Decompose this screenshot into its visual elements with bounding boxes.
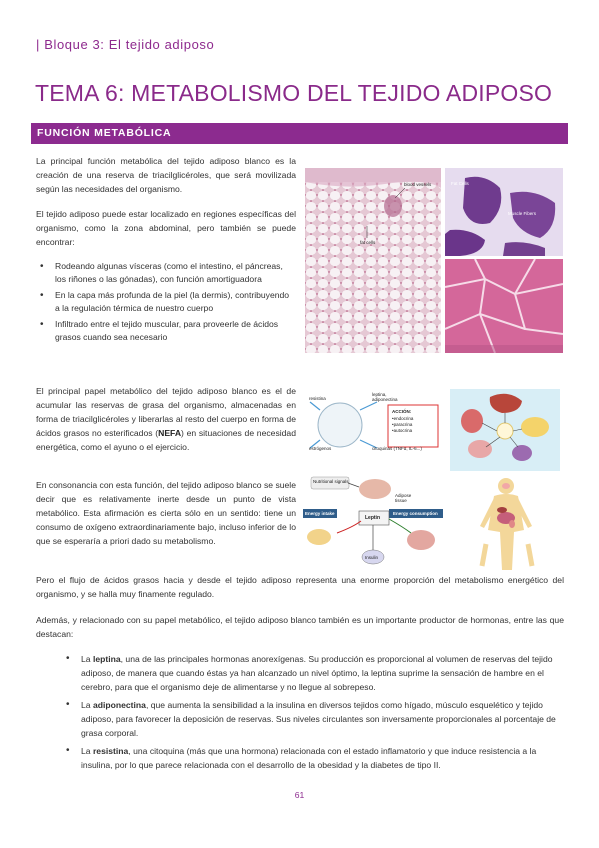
location-list (36, 260, 294, 347)
paragraph-inert: En consonancia con esta función, del tejido adiposo blanco se suele decir que es relativamente inerte desde un punto de vista metabólico. Esta afirmación es cierta sólo en un sentido: tiene un consumo de oxígeno extraordinariamente bajo, incluso inferior de lo que se esperaría a priori dado su metabolismo. (36, 480, 296, 546)
location-item-viscera: • Rodeando algunas vísceras (como el intestino, el páncreas, los riñones o las gónadas), con función amortiguadora (36, 260, 294, 286)
autocrina-label: •autocrina (392, 428, 413, 433)
accion-label: ACCIÓN: (392, 409, 412, 414)
hormone-name: resistina (92, 746, 129, 756)
blood-vessels-label: blood vessels (404, 182, 432, 187)
block-title: | Bloque 3: El tejido adiposo (36, 37, 215, 52)
location-item-dermis: • En la capa más profunda de la piel (la dermis), contribuyendo a la regulación térmica de nuestro cuerpo (36, 289, 294, 315)
hormone-item-leptina (62, 652, 564, 694)
citoquinas-label: citoquinas (TNFα, IL-6...) (372, 446, 422, 451)
hormone-prefix: La (81, 654, 93, 664)
energy-intake-label: Energy intake (305, 511, 335, 516)
paragraph-role (36, 384, 296, 454)
nutritional-signals-label: Nutritional signals (313, 479, 349, 484)
organ-signaling-image (450, 389, 560, 471)
role-text-end: ) en situaciones de necesidad energética, como el ayuno o el ejercicio. (36, 428, 296, 452)
estrogenos-label: estrógenos (309, 446, 332, 451)
human-body-image (452, 474, 562, 570)
paracrina-label: •paracrina (392, 422, 413, 427)
fat-cells-label: fat cells (360, 240, 376, 245)
energy-consumption-label: Energy consumption (393, 511, 438, 516)
role-text-start: El principal papel metabólico del tejido adiposo blanco es el de acumular las reservas de grasa del organismo, almacenadas en forma de triacilglicéroles y liberarlas al resto del cuerpo en forma de ácidos grasos no esterificados ( (36, 386, 296, 438)
nefa-term: NEFA (158, 428, 182, 438)
hormone-item-adiponectina (62, 698, 564, 740)
paragraph-hormones: Además, y relacionado con su papel metabólico, el tejido adiposo blanco también es un importante productor de hormonas, entre las que destacan: (36, 615, 564, 639)
insulin-label: Insulin (365, 555, 379, 560)
muscle-section-image (445, 259, 563, 353)
paragraph-location: El tejido adiposo puede estar localizado en regiones específicas del organismo, como la zona abdominal, pero también se puede encontrar: (36, 209, 296, 247)
hormone-description: , una citoquina (más que una hormona) relacionada con el estado inflamatorio y que induce resistencia a la insulina, por lo que parece relacionada con el desarrollo de la obesidad y la diabetes de tipo II. (81, 746, 537, 770)
page-title: TEMA 6: METABOLISMO DEL TEJIDO ADIPOSO (35, 80, 553, 106)
hormone-list (62, 652, 564, 775)
adipose-tissue-label: Adipose tissue (395, 493, 412, 503)
page-number: 61 (294, 790, 305, 800)
endocrina-label: •endocrina (392, 416, 414, 421)
paragraph-intro: La principal función metabólica del tejido adiposo blanco es la creación de una reserva de triacilglicéroles, que será movilizada según las necesidades del organismo. (36, 156, 296, 194)
hormone-item-resistina (62, 744, 564, 772)
hormone-name: adiponectina (92, 700, 146, 710)
hormone-prefix: La (81, 746, 93, 756)
resistina-label: resistina (309, 396, 326, 401)
paragraph-flux: Pero el flujo de ácidos grasos hacia y desde el tejido adiposo representa una enorme proporción del metabolismo energético del organismo, y se halla muy finamente regulado. (36, 575, 564, 599)
fat-cells-label-b: Fat Cells (451, 181, 469, 186)
leptin-label: Leptin (365, 515, 380, 521)
hormone-name: leptina (92, 654, 121, 664)
leptina-label: leptina, adiponectina (372, 392, 398, 402)
hormone-description: , una de las principales hormonas anorexígenas. Su producción es proporcional al volumen de reservas del tejido adiposo, de manera que cuando éstas ya han alcanzado un nivel óptimo, la leptina suprime la sensación de hambre en el cerebro, para que el organismo deje de alimentarse y no llegue al sobrepeso. (81, 654, 553, 692)
location-item-muscle: • Infiltrado entre el tejido muscular, para proveerle de ácidos grasos cuando sea necesario (36, 318, 294, 344)
section-heading: FUNCIÓN METABÓLICA (31, 123, 568, 144)
hormone-description: , que aumenta la sensibilidad a la insulina en diversos tejidos como hígado, músculo esquelético y tejido adiposo, para favorecer la deposición de reservas. Sus niveles circulantes son inversamente proporcionales al porcentaje de grasa corporal. (81, 700, 556, 738)
adipose-histology-image (305, 168, 441, 353)
hormone-prefix: La (81, 700, 93, 710)
muscle-fibers-label: Muscle Fibers (508, 211, 537, 216)
